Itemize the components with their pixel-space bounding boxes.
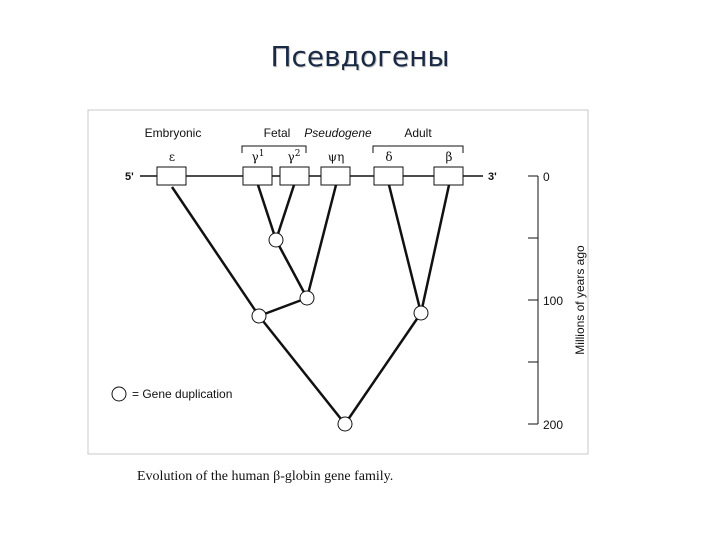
gene-box-delta — [374, 167, 403, 185]
time-axis-label-100: 100 — [543, 294, 564, 308]
gene-label-gamma1 — [252, 149, 265, 164]
gene-box-beta — [434, 167, 463, 185]
duplication-node-psi-eta — [300, 291, 314, 305]
gene-box-psi-eta — [321, 167, 350, 185]
branch-psi-node-to-epsilon-node — [259, 298, 307, 316]
figure-caption — [137, 469, 393, 485]
group-label-fetal: Fetal — [263, 126, 291, 140]
gene-box-gamma2 — [280, 167, 309, 185]
gene-label-epsilon: ε — [168, 150, 176, 164]
group-label-embryonic: Embryonic — [144, 126, 202, 140]
strand-five-prime: 5' — [125, 171, 134, 183]
branch-gamma-node-to-psi-node — [276, 240, 307, 298]
group-label-adult: Adult — [404, 126, 432, 140]
group-label-pseudogene: Pseudogene — [304, 126, 372, 140]
branch-beta — [421, 185, 449, 313]
branch-epsilon — [172, 187, 259, 316]
time-axis-title: Millions of years ago — [573, 245, 587, 355]
caption-greek: β — [273, 469, 281, 484]
gene-gamma1-symbol: γ — [251, 150, 259, 164]
gene-gamma2-symbol: γ — [287, 150, 295, 164]
duplication-nodes — [252, 233, 428, 431]
gene-label-psi-eta: ψη — [327, 150, 345, 164]
gene-label-gamma2 — [288, 149, 301, 164]
legend-duplication-icon — [112, 387, 126, 401]
duplication-node-adult — [414, 306, 428, 320]
branch-gamma2 — [276, 185, 294, 240]
gene-label-delta: δ — [385, 150, 393, 164]
legend-label: = Gene duplication — [132, 387, 233, 401]
time-axis — [528, 176, 538, 424]
time-axis-label-0: 0 — [543, 170, 550, 184]
branch-left-to-root — [259, 316, 345, 424]
caption-suffix: -globin gene family. — [280, 469, 394, 484]
slide-title: Псевдогены — [270, 40, 450, 73]
branch-delta — [389, 185, 421, 313]
gene-box-epsilon — [157, 167, 186, 185]
strand-three-prime: 3' — [488, 171, 497, 183]
duplication-node-root — [338, 417, 352, 431]
gene-gamma2-superscript: 2 — [294, 149, 301, 159]
branch-psi-eta — [307, 185, 336, 298]
branch-right-to-root — [345, 313, 421, 424]
gene-box-gamma1 — [243, 167, 272, 185]
branch-gamma1 — [258, 185, 276, 240]
gene-gamma1-superscript: 1 — [258, 149, 265, 159]
duplication-node-gamma — [269, 233, 283, 247]
duplication-node-epsilon — [252, 309, 266, 323]
gene-label-beta: β — [445, 150, 453, 164]
time-axis-label-200: 200 — [543, 418, 564, 432]
caption-prefix: Evolution of the human — [137, 469, 274, 484]
